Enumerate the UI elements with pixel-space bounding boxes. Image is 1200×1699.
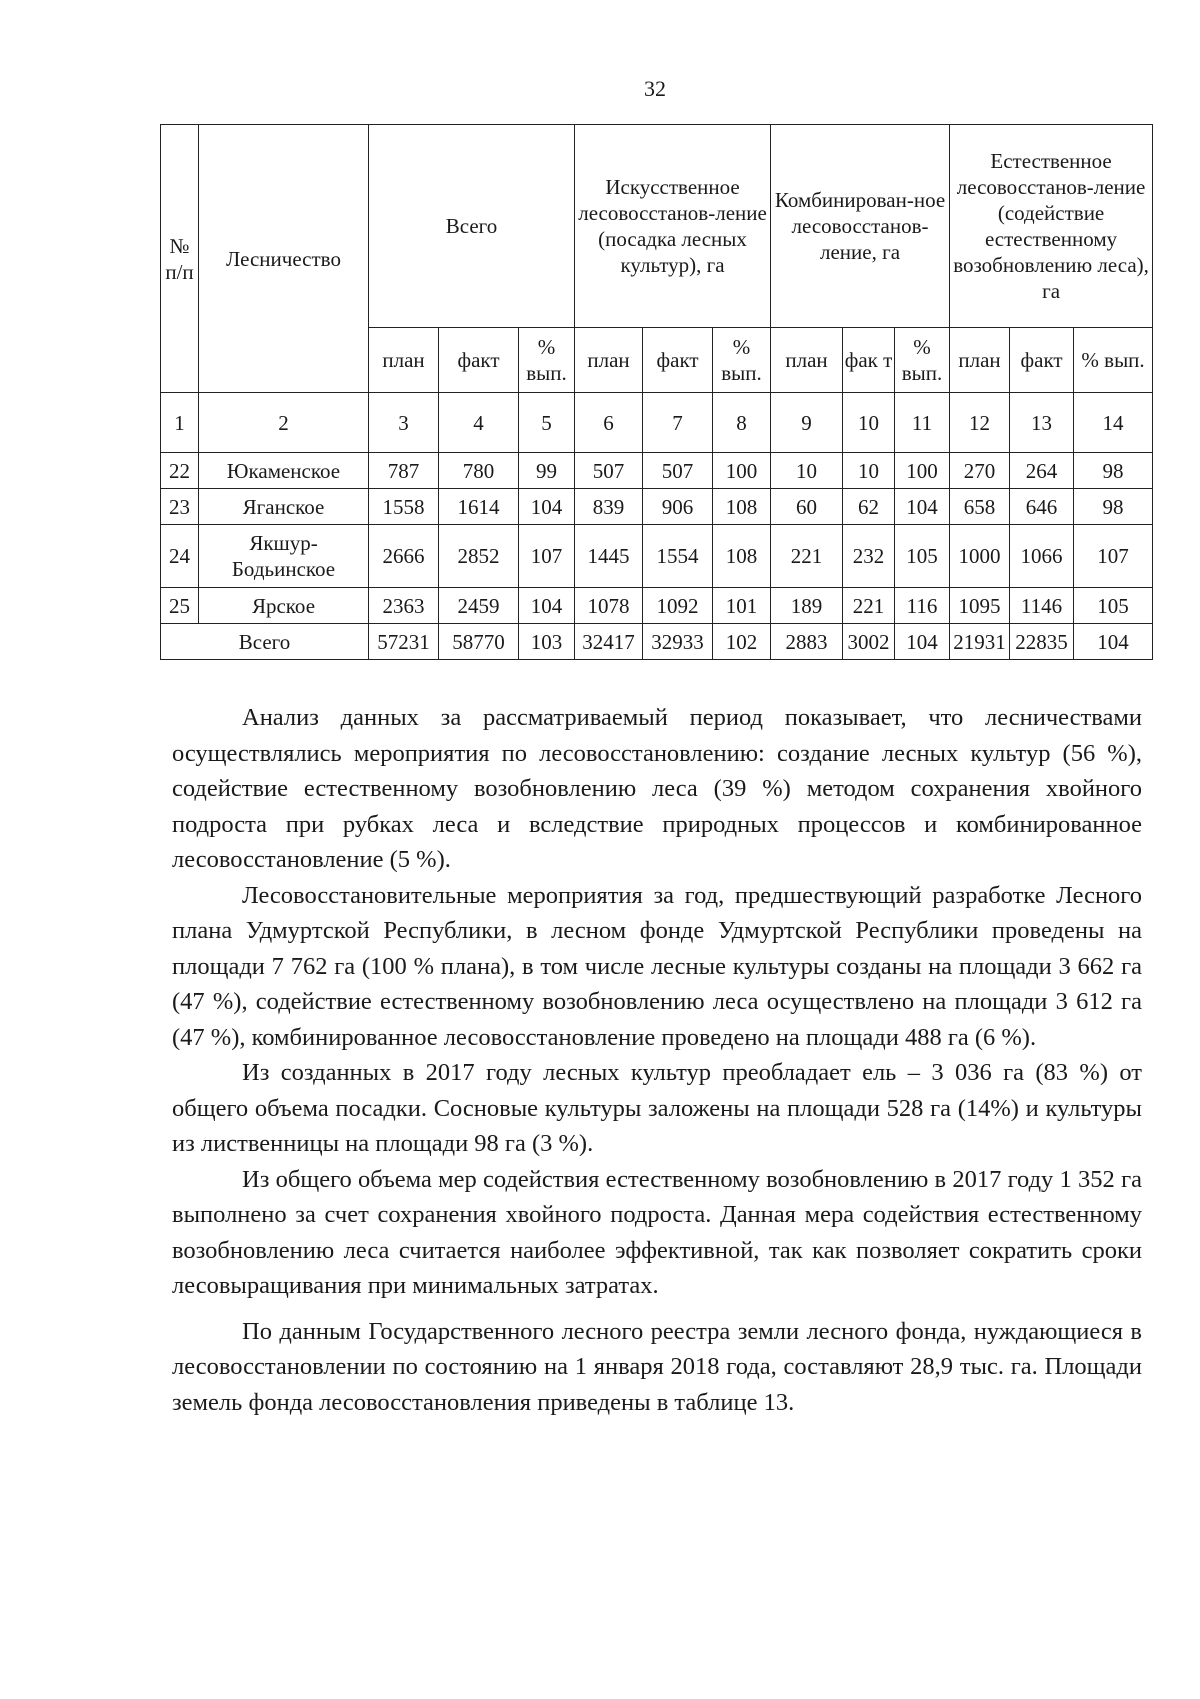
page-number: 32 bbox=[644, 76, 666, 101]
header-num: № п/п bbox=[161, 125, 199, 393]
header-forestry: Лесничество bbox=[199, 125, 369, 393]
total-cell: 32417 bbox=[575, 624, 643, 660]
total-cell: 22835 bbox=[1010, 624, 1074, 660]
subheader-cell: план bbox=[950, 328, 1010, 393]
table-cell: 108 bbox=[713, 525, 771, 588]
subheader-cell: % вып. bbox=[1074, 328, 1153, 393]
table-cell: 270 bbox=[950, 453, 1010, 489]
subheader-cell: % вып. bbox=[519, 328, 575, 393]
total-cell: 102 bbox=[713, 624, 771, 660]
table-cell: 107 bbox=[519, 525, 575, 588]
table-cell: 2459 bbox=[439, 588, 519, 624]
table-total-row bbox=[161, 624, 1153, 660]
table-cell: 189 bbox=[771, 588, 843, 624]
subheader-cell: факт bbox=[643, 328, 713, 393]
column-number: 11 bbox=[895, 393, 950, 453]
table-cell: 221 bbox=[771, 525, 843, 588]
paragraph: По данным Государственного лесного реестра земли лесного фонда, нуждающиеся в лесовосстановлении по состоянию на 1 января 2018 года, составляют 28,9 тыс. га. Площади земель фонда лесовосстановления приведены в таблице 13. bbox=[172, 1317, 1142, 1416]
table-cell: 105 bbox=[1074, 588, 1153, 624]
paragraph: Лесовосстановительные мероприятия за год, предшествующий разработке Лесного плана Удмуртской Республики, в лесном фонде Удмуртской Республики проведены на площади 7 762 га (100 % плана), в том числе лесные культуры созданы на площади 3 662 га (47 %), содействие естественному возобновлению леса осуществлено на площади 3 612 га (47 %), комбинированное лесовосстановление проведено на площади 488 га (6 %). bbox=[172, 881, 1142, 1051]
table-cell: 264 bbox=[1010, 453, 1074, 489]
table-cell: 10 bbox=[843, 453, 895, 489]
table-cell: 104 bbox=[895, 489, 950, 525]
table-cell: Якшур-Бодьинское bbox=[199, 525, 369, 588]
table-cell: 98 bbox=[1074, 453, 1153, 489]
table-cell: 658 bbox=[950, 489, 1010, 525]
column-number: 7 bbox=[643, 393, 713, 453]
subheader-cell: фак т bbox=[843, 328, 895, 393]
column-number: 8 bbox=[713, 393, 771, 453]
header-total: Всего bbox=[369, 125, 575, 328]
table-cell: Юкаменское bbox=[199, 453, 369, 489]
total-cell: 103 bbox=[519, 624, 575, 660]
table-cell: 507 bbox=[575, 453, 643, 489]
table-cell: 62 bbox=[843, 489, 895, 525]
paragraph: Из созданных в 2017 году лесных культур преобладает ель – 3 036 га (83 %) от общего объема посадки. Сосновые культуры заложены на площади 528 га (14%) и культуры из лиственницы на площади 98 га (3 %). bbox=[172, 1059, 1142, 1157]
subheader-cell: % вып. bbox=[713, 328, 771, 393]
column-number: 6 bbox=[575, 393, 643, 453]
table-cell: 2666 bbox=[369, 525, 439, 588]
table-row bbox=[161, 525, 1153, 588]
column-number-row bbox=[161, 393, 1153, 453]
table-cell: 10 bbox=[771, 453, 843, 489]
subheader-cell: план bbox=[771, 328, 843, 393]
table-header-row bbox=[161, 125, 1153, 328]
table-cell: 24 bbox=[161, 525, 199, 588]
column-number: 2 bbox=[199, 393, 369, 453]
table-cell: 232 bbox=[843, 525, 895, 588]
table-cell: 104 bbox=[519, 489, 575, 525]
table-cell: 104 bbox=[519, 588, 575, 624]
subheader-cell: факт bbox=[439, 328, 519, 393]
column-number: 13 bbox=[1010, 393, 1074, 453]
paragraph: Из общего объема мер содействия естественному возобновлению в 2017 году 1 352 га выполнено за счет сохранения хвойного подроста. Данная мера содействия естественному возобновлению леса считается наиболее эффективной, так как позволяет сократить сроки лесовыращивания при минимальных затратах. bbox=[172, 1165, 1142, 1299]
paragraph: Анализ данных за рассматриваемый период показывает, что лесничествами осуществлялись мероприятия по лесовосстановлению: создание лесных культур (56 %), содействие естественному возобновлению леса (39 %) методом сохранения хвойного подроста при рубках леса и вследствие природных процессов и комбинированное лесовосстановление (5 %). bbox=[172, 704, 1142, 873]
table-cell: 1095 bbox=[950, 588, 1010, 624]
table-cell: 25 bbox=[161, 588, 199, 624]
total-cell: 58770 bbox=[439, 624, 519, 660]
table-cell: 60 bbox=[771, 489, 843, 525]
subheader-cell: факт bbox=[1010, 328, 1074, 393]
table-cell: Яганское bbox=[199, 489, 369, 525]
table-cell: 100 bbox=[895, 453, 950, 489]
column-number: 9 bbox=[771, 393, 843, 453]
header-natural: Естественное лесовосстанов-ление (содействие естественному возобновлению леса), га bbox=[950, 125, 1153, 328]
table-cell: 839 bbox=[575, 489, 643, 525]
table-cell: 101 bbox=[713, 588, 771, 624]
total-cell: 104 bbox=[1074, 624, 1153, 660]
column-number: 12 bbox=[950, 393, 1010, 453]
column-number: 10 bbox=[843, 393, 895, 453]
header-artificial: Искусственное лесовосстанов-ление (посадка лесных культур), га bbox=[575, 125, 771, 328]
table-cell: 507 bbox=[643, 453, 713, 489]
table-cell: 1445 bbox=[575, 525, 643, 588]
subheader-cell: план bbox=[369, 328, 439, 393]
table-cell: 22 bbox=[161, 453, 199, 489]
total-cell: 21931 bbox=[950, 624, 1010, 660]
total-cell: 104 bbox=[895, 624, 950, 660]
table-row bbox=[161, 588, 1153, 624]
header-combined: Комбинирован-ное лесовосстанов-ление, га bbox=[771, 125, 950, 328]
table-cell: 646 bbox=[1010, 489, 1074, 525]
table-cell: 780 bbox=[439, 453, 519, 489]
table-cell: 2852 bbox=[439, 525, 519, 588]
table-row bbox=[161, 489, 1153, 525]
subheader-cell: план bbox=[575, 328, 643, 393]
table-cell: 1146 bbox=[1010, 588, 1074, 624]
table-cell: 1558 bbox=[369, 489, 439, 525]
total-label: Всего bbox=[161, 624, 369, 660]
table-cell: 1092 bbox=[643, 588, 713, 624]
total-cell: 57231 bbox=[369, 624, 439, 660]
table-cell: 100 bbox=[713, 453, 771, 489]
total-cell: 2883 bbox=[771, 624, 843, 660]
subheader-cell: % вып. bbox=[895, 328, 950, 393]
table-cell: 787 bbox=[369, 453, 439, 489]
table-cell: 1078 bbox=[575, 588, 643, 624]
table-cell: 116 bbox=[895, 588, 950, 624]
table-cell: 1614 bbox=[439, 489, 519, 525]
table-cell: 108 bbox=[713, 489, 771, 525]
body-text bbox=[172, 700, 1142, 1420]
column-number: 4 bbox=[439, 393, 519, 453]
table-row bbox=[161, 453, 1153, 489]
table-cell: 1066 bbox=[1010, 525, 1074, 588]
table-cell: 2363 bbox=[369, 588, 439, 624]
table-cell: 906 bbox=[643, 489, 713, 525]
table-cell: 1554 bbox=[643, 525, 713, 588]
table-cell: 98 bbox=[1074, 489, 1153, 525]
column-number: 3 bbox=[369, 393, 439, 453]
table-cell: 105 bbox=[895, 525, 950, 588]
total-cell: 32933 bbox=[643, 624, 713, 660]
table-cell: 221 bbox=[843, 588, 895, 624]
table-cell: 99 bbox=[519, 453, 575, 489]
table-cell: 1000 bbox=[950, 525, 1010, 588]
forestry-table bbox=[160, 124, 1153, 660]
table-cell: Ярское bbox=[199, 588, 369, 624]
table-cell: 23 bbox=[161, 489, 199, 525]
total-cell: 3002 bbox=[843, 624, 895, 660]
column-number: 14 bbox=[1074, 393, 1153, 453]
column-number: 5 bbox=[519, 393, 575, 453]
table-cell: 107 bbox=[1074, 525, 1153, 588]
column-number: 1 bbox=[161, 393, 199, 453]
